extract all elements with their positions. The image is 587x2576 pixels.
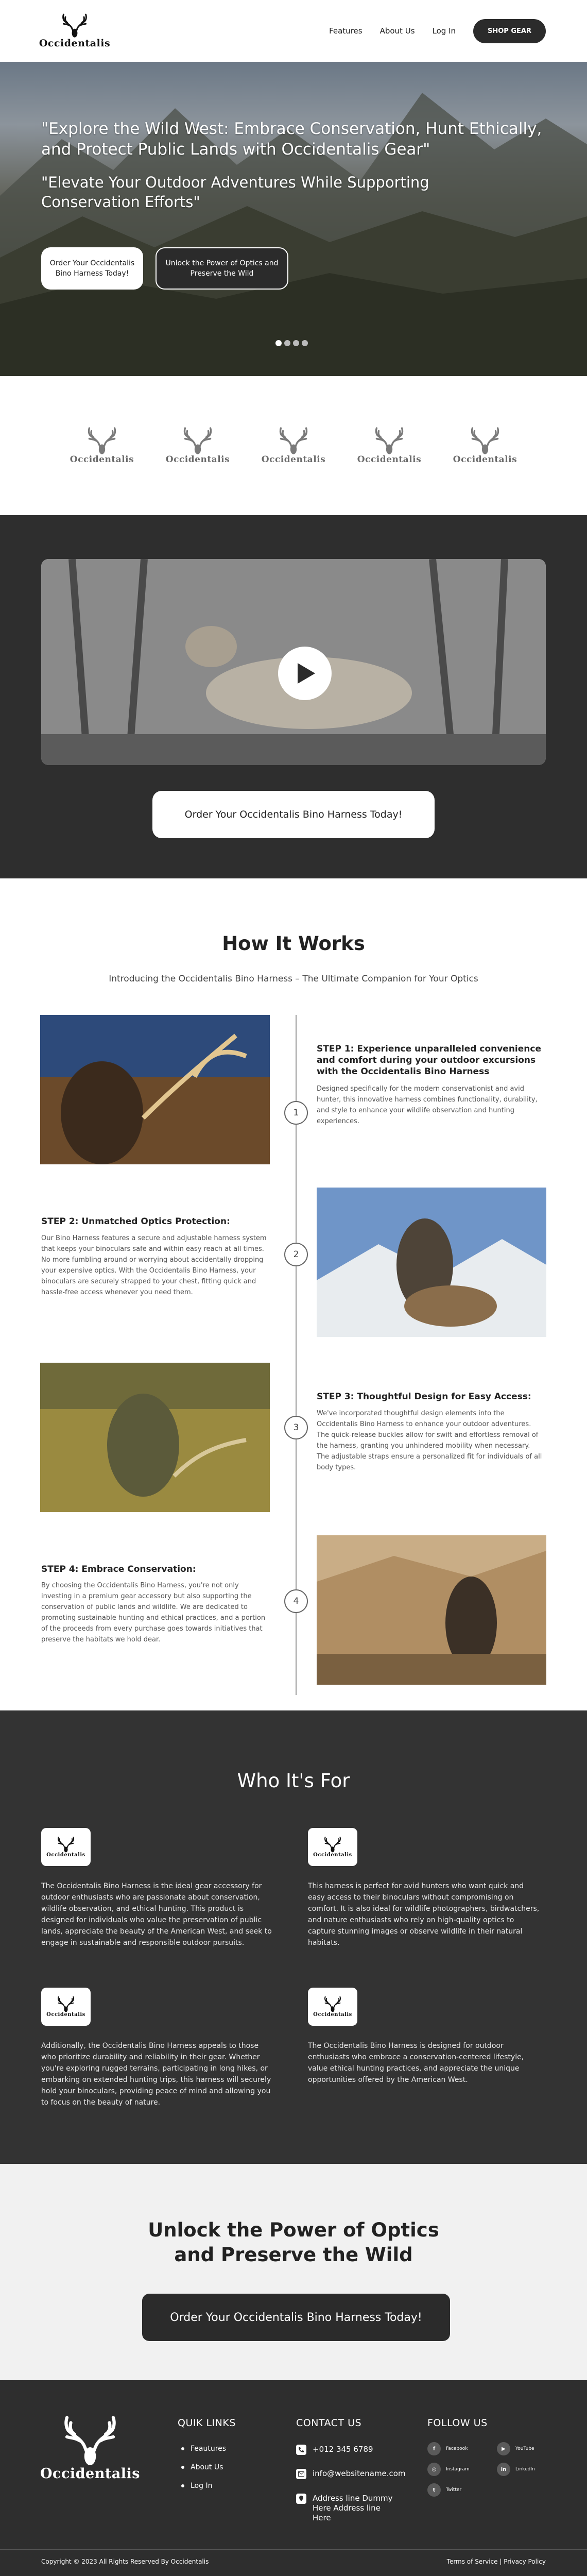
who-paragraph: Additionally, the Occidentalis Bino Harness appeals to those who prioritize durability and reliability in their gear. Whether you're exploring rugged terrains, participating in long hikes, or embarking on extended hunting trips, this harness will securely hold your binoculars, providing peace of mind and allowing you to focus on the beauty of nature.: [41, 2042, 271, 2107]
nav-links: [329, 19, 546, 43]
who-logo-badge: [41, 1828, 91, 1866]
contact-phone[interactable]: [296, 2445, 373, 2455]
step-4-image: [317, 1535, 546, 1685]
shop-gear-button[interactable]: SHOP GEAR: [473, 19, 546, 43]
social-label: Twitter: [446, 2487, 462, 2493]
cta-title-text: Unlock the Power of Optics and Preserve the Wild: [148, 2219, 439, 2266]
hero-title: "Explore the Wild West: Embrace Conservation, Hunt Ethically, and Protect Public Lands with Occidentalis Gear": [41, 120, 542, 159]
antler-logo-icon: [368, 427, 410, 456]
quick-link-about[interactable]: [181, 2463, 226, 2471]
nav-link-about[interactable]: About Us: [379, 26, 415, 36]
logo-item: [162, 427, 234, 465]
play-button[interactable]: [278, 647, 332, 700]
social-label: Instagram: [446, 2467, 470, 2472]
who-its-for-title: Who It's For: [237, 1770, 350, 1792]
social-youtube[interactable]: [497, 2442, 534, 2455]
social-linkedin[interactable]: [497, 2463, 535, 2476]
logo-item-name: Occidentalis: [165, 454, 230, 465]
terms-link[interactable]: Terms of Service: [446, 2558, 498, 2565]
step-2-image: [317, 1188, 546, 1337]
quick-link-label: About Us: [191, 2463, 223, 2471]
copyright-text: Copyright © 2023 All Rights Reserved By Occidentalis: [41, 2558, 209, 2565]
step-1-image: [40, 1015, 270, 1164]
hero-subtitle: "Elevate Your Outdoor Adventures While Supporting Conservation Efforts": [41, 174, 429, 211]
antler-logo-icon: [320, 1996, 345, 2013]
nav-link-login[interactable]: Log In: [432, 26, 456, 36]
twitter-icon: t: [427, 2483, 441, 2497]
quick-link-login[interactable]: [181, 2482, 226, 2490]
hero-banner: [0, 62, 587, 376]
instagram-icon: ◎: [427, 2463, 441, 2476]
badge-brand-name: Occidentalis: [313, 1852, 352, 1858]
antler-logo-icon: [54, 1996, 78, 2013]
slider-dots: [275, 340, 308, 346]
order-harness-button[interactable]: Order Your Occidentalis Bino Harness Today!: [41, 247, 143, 290]
step-number: 3: [284, 1416, 308, 1439]
step-number: 2: [284, 1243, 308, 1266]
follow-title: FOLLOW US: [427, 2417, 488, 2429]
brand-logo[interactable]: [39, 13, 111, 49]
quick-links-title: QUIK LINKS: [178, 2417, 236, 2429]
who-paragraph: This harness is perfect for avid hunters who want quick and easy access to their binoculars without compromising on comfort. It is also ideal for wildlife photographers, birdwatchers, and nature enthusiasts who rely on high-quality optics to capture stunning images or observe wildlife in their natural habitats.: [308, 1882, 540, 1947]
step-heading: STEP 2: Unmatched Optics Protection:: [41, 1216, 230, 1227]
video-order-button[interactable]: Order Your Occidentalis Bino Harness Today!: [152, 791, 435, 838]
social-label: YouTube: [515, 2446, 534, 2451]
youtube-icon: ▶: [497, 2442, 510, 2455]
step-body: Designed specifically for the modern conservationist and avid hunter, this innovative harness combines functionality, durability, and style to enhance your wildlife observation and hunting experiences.: [317, 1085, 538, 1125]
nav-link-features[interactable]: Features: [329, 26, 362, 36]
quick-link-label: Log In: [191, 2482, 213, 2490]
logo-item: [449, 427, 521, 465]
who-its-for-section: [0, 1710, 587, 2164]
step-body: Our Bino Harness features a secure and adjustable harness system that keeps your binoculars safe and within easy reach at all times. No more fumbling around or worrying about accidentally dropping your expensive optics. With the Occidentalis Bino Harness, your binoculars are securely strapped to your chest, fitting quick and hassle-free access whenever you need them.: [41, 1234, 267, 1296]
step-3-image: [40, 1363, 270, 1512]
logo-item-name: Occidentalis: [453, 454, 517, 465]
how-it-works-section: [0, 878, 587, 1710]
social-label: LinkedIn: [515, 2467, 535, 2472]
antler-logo-icon: [320, 1837, 345, 1853]
contact-email-text: info@websitename.com: [313, 2469, 406, 2478]
contact-title: CONTACT US: [296, 2417, 362, 2429]
location-icon: [296, 2494, 306, 2504]
who-paragraph: The Occidentalis Bino Harness is the ideal gear accessory for outdoor enthusiasts who are passionate about conservation, wildlife observation, and ethical hunting. This product is designed for individuals who value the preservation of public lands, appreciate the beauty of the American West, and seek to engage in sustainable and responsible outdoor pursuits.: [41, 1882, 272, 1947]
step-number: 4: [284, 1589, 308, 1613]
video-player[interactable]: [41, 559, 546, 765]
video-section: [0, 515, 587, 878]
who-logo-badge: [308, 1988, 357, 2026]
phone-icon: [296, 2445, 306, 2455]
linkedin-icon: in: [497, 2463, 510, 2476]
slider-dot[interactable]: [284, 340, 290, 346]
quick-link-features[interactable]: [181, 2445, 226, 2453]
footer-brand-name: Occidentalis: [40, 2466, 141, 2482]
how-it-works-subtitle: Introducing the Occidentalis Bino Harness – The Ultimate Companion for Your Optics: [109, 974, 478, 984]
badge-brand-name: Occidentalis: [313, 2011, 352, 2018]
slider-dot[interactable]: [275, 340, 282, 346]
who-paragraph: The Occidentalis Bino Harness is designed for outdoor enthusiasts who embrace a conservation-centered lifestyle, value ethical hunting practices, and appreciate the unique opportunities offered by the American West.: [308, 2042, 524, 2084]
social-instagram[interactable]: [427, 2463, 470, 2476]
antler-logo-icon: [464, 427, 506, 456]
contact-phone-text: +012 345 6789: [313, 2445, 373, 2454]
logo-item: [353, 427, 425, 465]
badge-brand-name: Occidentalis: [46, 1852, 85, 1858]
social-label: Facebook: [446, 2446, 468, 2451]
contact-email[interactable]: [296, 2469, 406, 2479]
privacy-link[interactable]: Privacy Policy: [504, 2558, 546, 2565]
step-number: 1: [284, 1101, 308, 1125]
partner-logo-strip: [0, 376, 587, 515]
quick-link-label: Feautures: [191, 2445, 227, 2453]
contact-address: [296, 2494, 399, 2523]
who-logo-badge: [41, 1988, 91, 2026]
social-facebook[interactable]: [427, 2442, 468, 2455]
slider-dot[interactable]: [293, 340, 299, 346]
logo-item-name: Occidentalis: [357, 454, 422, 465]
unlock-optics-button[interactable]: Unlock the Power of Optics and Preserve the Wild: [156, 247, 288, 290]
contact-address-text: Address line Dummy Here Address line Here: [313, 2494, 393, 2522]
antler-logo-icon: [272, 427, 315, 456]
step-body: By choosing the Occidentalis Bino Harness, you're not only investing in a premium gear accessory but also supporting the conservation of public lands and wildlife. We are dedicated to promoting sustainable hunting and ethical practices, and a portion of the proceeds from every purchase goes towards initiatives that preserve the habitats we hold dear.: [41, 1582, 266, 1643]
antler-logo-icon: [177, 427, 219, 456]
site-footer: [0, 2380, 587, 2576]
step-heading: STEP 1: Experience unparalleled convenience and comfort during your outdoor excursions with the Occidentalis Bino Harness: [317, 1044, 541, 1077]
step-heading: STEP 4: Embrace Conservation:: [41, 1564, 196, 1574]
facebook-icon: f: [427, 2442, 441, 2455]
footer-logo[interactable]: [36, 2416, 144, 2482]
logo-item-name: Occidentalis: [261, 454, 326, 465]
antler-logo-icon: [56, 13, 93, 40]
cta-order-button[interactable]: Order Your Occidentalis Bino Harness Today!: [142, 2294, 450, 2341]
email-icon: [296, 2469, 306, 2479]
logo-item: [257, 427, 330, 465]
logo-item: [66, 427, 138, 465]
social-twitter[interactable]: [427, 2483, 461, 2497]
top-navigation: [0, 0, 587, 62]
cta-section: [0, 2164, 587, 2380]
badge-brand-name: Occidentalis: [46, 2011, 85, 2018]
quick-links-list: [181, 2445, 226, 2500]
how-it-works-title: How It Works: [222, 933, 365, 955]
play-icon: [295, 662, 315, 685]
antler-logo-icon: [81, 427, 123, 456]
legal-links: Terms of Service | Privacy Policy: [446, 2558, 546, 2565]
brand-name: Occidentalis: [39, 38, 111, 49]
step-body: We've incorporated thoughtful design elements into the Occidentalis Bino Harness to enhance your outdoor adventures. The quick-release buckles allow for swift and effortless removal of the harness, granting you unhindered mobility when necessary. The adjustable straps ensure a personalized fit for individuals of all body types.: [317, 1410, 542, 1471]
step-heading: STEP 3: Thoughtful Design for Easy Access:: [317, 1392, 531, 1402]
hero-background-image: [0, 62, 587, 376]
antler-logo-icon: [54, 1837, 78, 1853]
cta-title: [0, 2218, 587, 2267]
footer-divider: [0, 2549, 587, 2550]
who-logo-badge: [308, 1828, 357, 1866]
antler-logo-icon: [51, 2416, 129, 2468]
slider-dot[interactable]: [302, 340, 308, 346]
logo-item-name: Occidentalis: [70, 454, 134, 465]
